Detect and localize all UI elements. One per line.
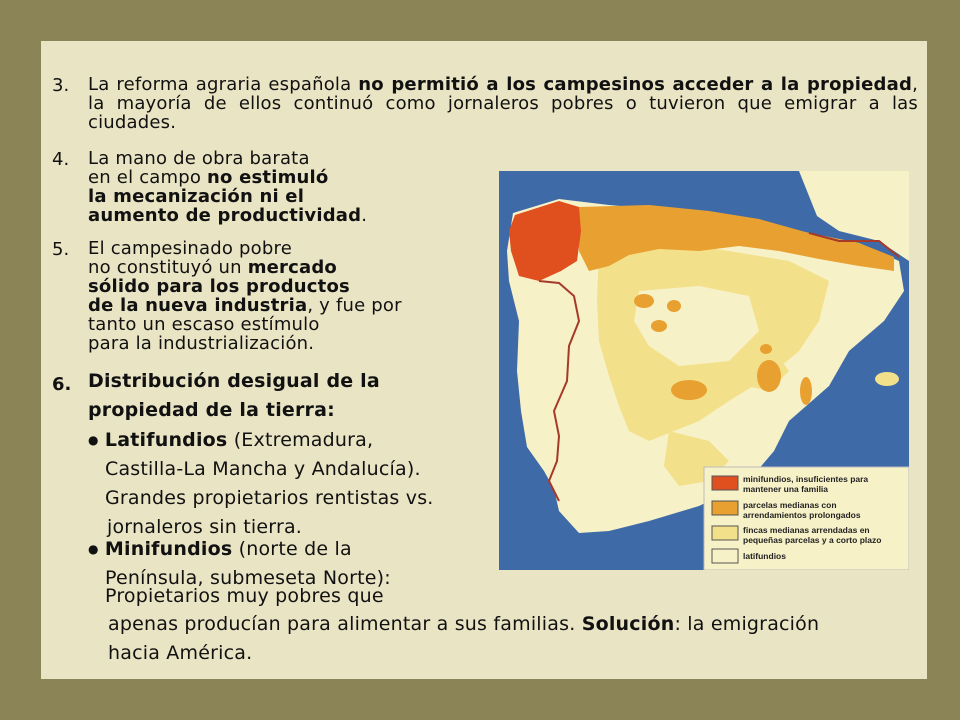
medium-parcels-patch xyxy=(757,360,781,392)
item-5-line-2-bold: mercado xyxy=(247,257,337,278)
item-3-text-c: , la mayoría de ellos continuó como jornaleros pobres o tuvieron que emigrar a las ciudades. xyxy=(88,74,918,133)
item-5-line-3 xyxy=(88,277,488,296)
item-4-line-2-a: en el campo xyxy=(88,167,208,188)
bullet-minifundios-line-4-a: apenas producían para alimentar a sus familias. xyxy=(108,613,582,635)
legend-label-medium-parcels-1: parcelas medianas con xyxy=(743,500,837,510)
item-4-line-1: La mano de obra barata xyxy=(88,148,310,169)
bullet-minifundios-bold: Minifundios xyxy=(104,538,233,560)
item-5-number: 5. xyxy=(52,239,70,260)
medium-parcels-patch xyxy=(760,344,772,354)
legend-swatch-minifundios xyxy=(712,476,738,490)
item-6-line-1-bold: Distribución desigual de la xyxy=(88,370,380,392)
item-5-line-2-a: no constituyó un xyxy=(88,257,248,278)
item-5-line-4-b: , y fue por xyxy=(307,295,402,316)
item-6-number: 6. xyxy=(52,374,72,395)
item-5-line-2 xyxy=(88,258,488,277)
bullet-latifundios xyxy=(88,426,528,542)
medium-parcels-patch xyxy=(800,377,812,405)
bullet-minifundios-line-2: Península, submeseta Norte): xyxy=(105,567,391,589)
item-4-line-3-bold: la mecanización ni el xyxy=(88,186,305,207)
item-3-text-a: La reforma agraria española xyxy=(88,74,359,95)
bullet-latifundios-line-4: jornaleros sin tierra. xyxy=(107,516,303,538)
bullet-minifundios-line-4 xyxy=(88,610,928,639)
item-4-number: 4. xyxy=(52,149,70,170)
legend-label-latifundios: latifundios xyxy=(743,551,786,561)
item-5-text xyxy=(88,239,488,353)
medium-parcels-patch xyxy=(634,294,654,308)
item-4-line-4-bold: aumento de productividad xyxy=(88,205,362,226)
legend-label-medium-farms-1: fincas medianas arrendadas en xyxy=(743,525,870,535)
bullet-latifundios-line-2: Castilla-La Mancha y Andalucía). xyxy=(105,458,421,480)
legend-swatch-medium-farms xyxy=(712,526,738,540)
item-4-line-2-bold: no estimuló xyxy=(207,167,329,188)
medium-parcels-patch xyxy=(651,320,667,332)
bullet-dot-icon: ● xyxy=(88,542,99,556)
item-5-line-4-bold: de la nueva industria xyxy=(88,295,308,316)
balearic-island xyxy=(875,372,899,386)
item-6-line-2-bold: propiedad de la tierra: xyxy=(88,399,335,421)
item-6-text xyxy=(88,367,508,425)
item-4-line-4-end: . xyxy=(361,205,368,226)
bullet-minifundios-b: (norte de la xyxy=(232,538,352,560)
item-4-line-2 xyxy=(88,168,488,187)
bullet-latifundios-bold: Latifundios xyxy=(104,429,228,451)
map-legend xyxy=(704,467,909,570)
item-5-line-6: para la industrialización. xyxy=(88,333,315,354)
item-4-line-4 xyxy=(88,206,488,225)
item-5-line-1: El campesinado pobre xyxy=(88,238,292,259)
legend-label-medium-parcels-2: arrendamientos prolongados xyxy=(743,510,861,520)
bullet-latifundios-line-3: Grandes propietarios rentistas vs. xyxy=(105,487,434,509)
bullet-latifundios-b: (Extremadura, xyxy=(227,429,374,451)
slide xyxy=(41,41,927,679)
item-3-text xyxy=(88,75,918,132)
item-6-line-1 xyxy=(88,367,508,396)
legend-swatch-latifundios xyxy=(712,549,738,563)
bullet-minifundios-line-4-c: : la emigración xyxy=(674,613,820,635)
item-5-line-5: tanto un escaso estímulo xyxy=(88,314,320,335)
medium-parcels-patch xyxy=(667,300,681,312)
item-4-line-3 xyxy=(88,187,488,206)
bullet-minifundios-line-5: hacia América. xyxy=(108,642,253,664)
item-3-text-bold: no permitió a los campesinos acceder a la propiedad xyxy=(358,74,913,95)
item-3-number: 3. xyxy=(52,75,70,96)
item-6-line-2 xyxy=(88,396,508,425)
bullet-dot-icon: ● xyxy=(88,433,99,447)
legend-label-minifundios-2: mantener una familia xyxy=(743,484,829,494)
item-5-line-4 xyxy=(88,296,488,315)
medium-parcels-patch xyxy=(671,380,707,400)
bullet-minifundios-line-4-bold: Solución xyxy=(581,613,675,635)
legend-label-minifundios-1: minifundios, insuficientes para xyxy=(743,474,869,484)
bullet-latifundios-line-1 xyxy=(88,426,528,455)
item-4-text xyxy=(88,149,488,225)
iberian-land-tenure-map xyxy=(499,171,909,570)
bullet-minifundios-line-3: Propietarios muy pobres que xyxy=(105,585,384,607)
item-5-line-3-bold: sólido para los productos xyxy=(88,276,350,297)
legend-label-medium-farms-2: pequeñas parcelas y a corto plazo xyxy=(743,535,882,545)
legend-swatch-medium-parcels xyxy=(712,501,738,515)
